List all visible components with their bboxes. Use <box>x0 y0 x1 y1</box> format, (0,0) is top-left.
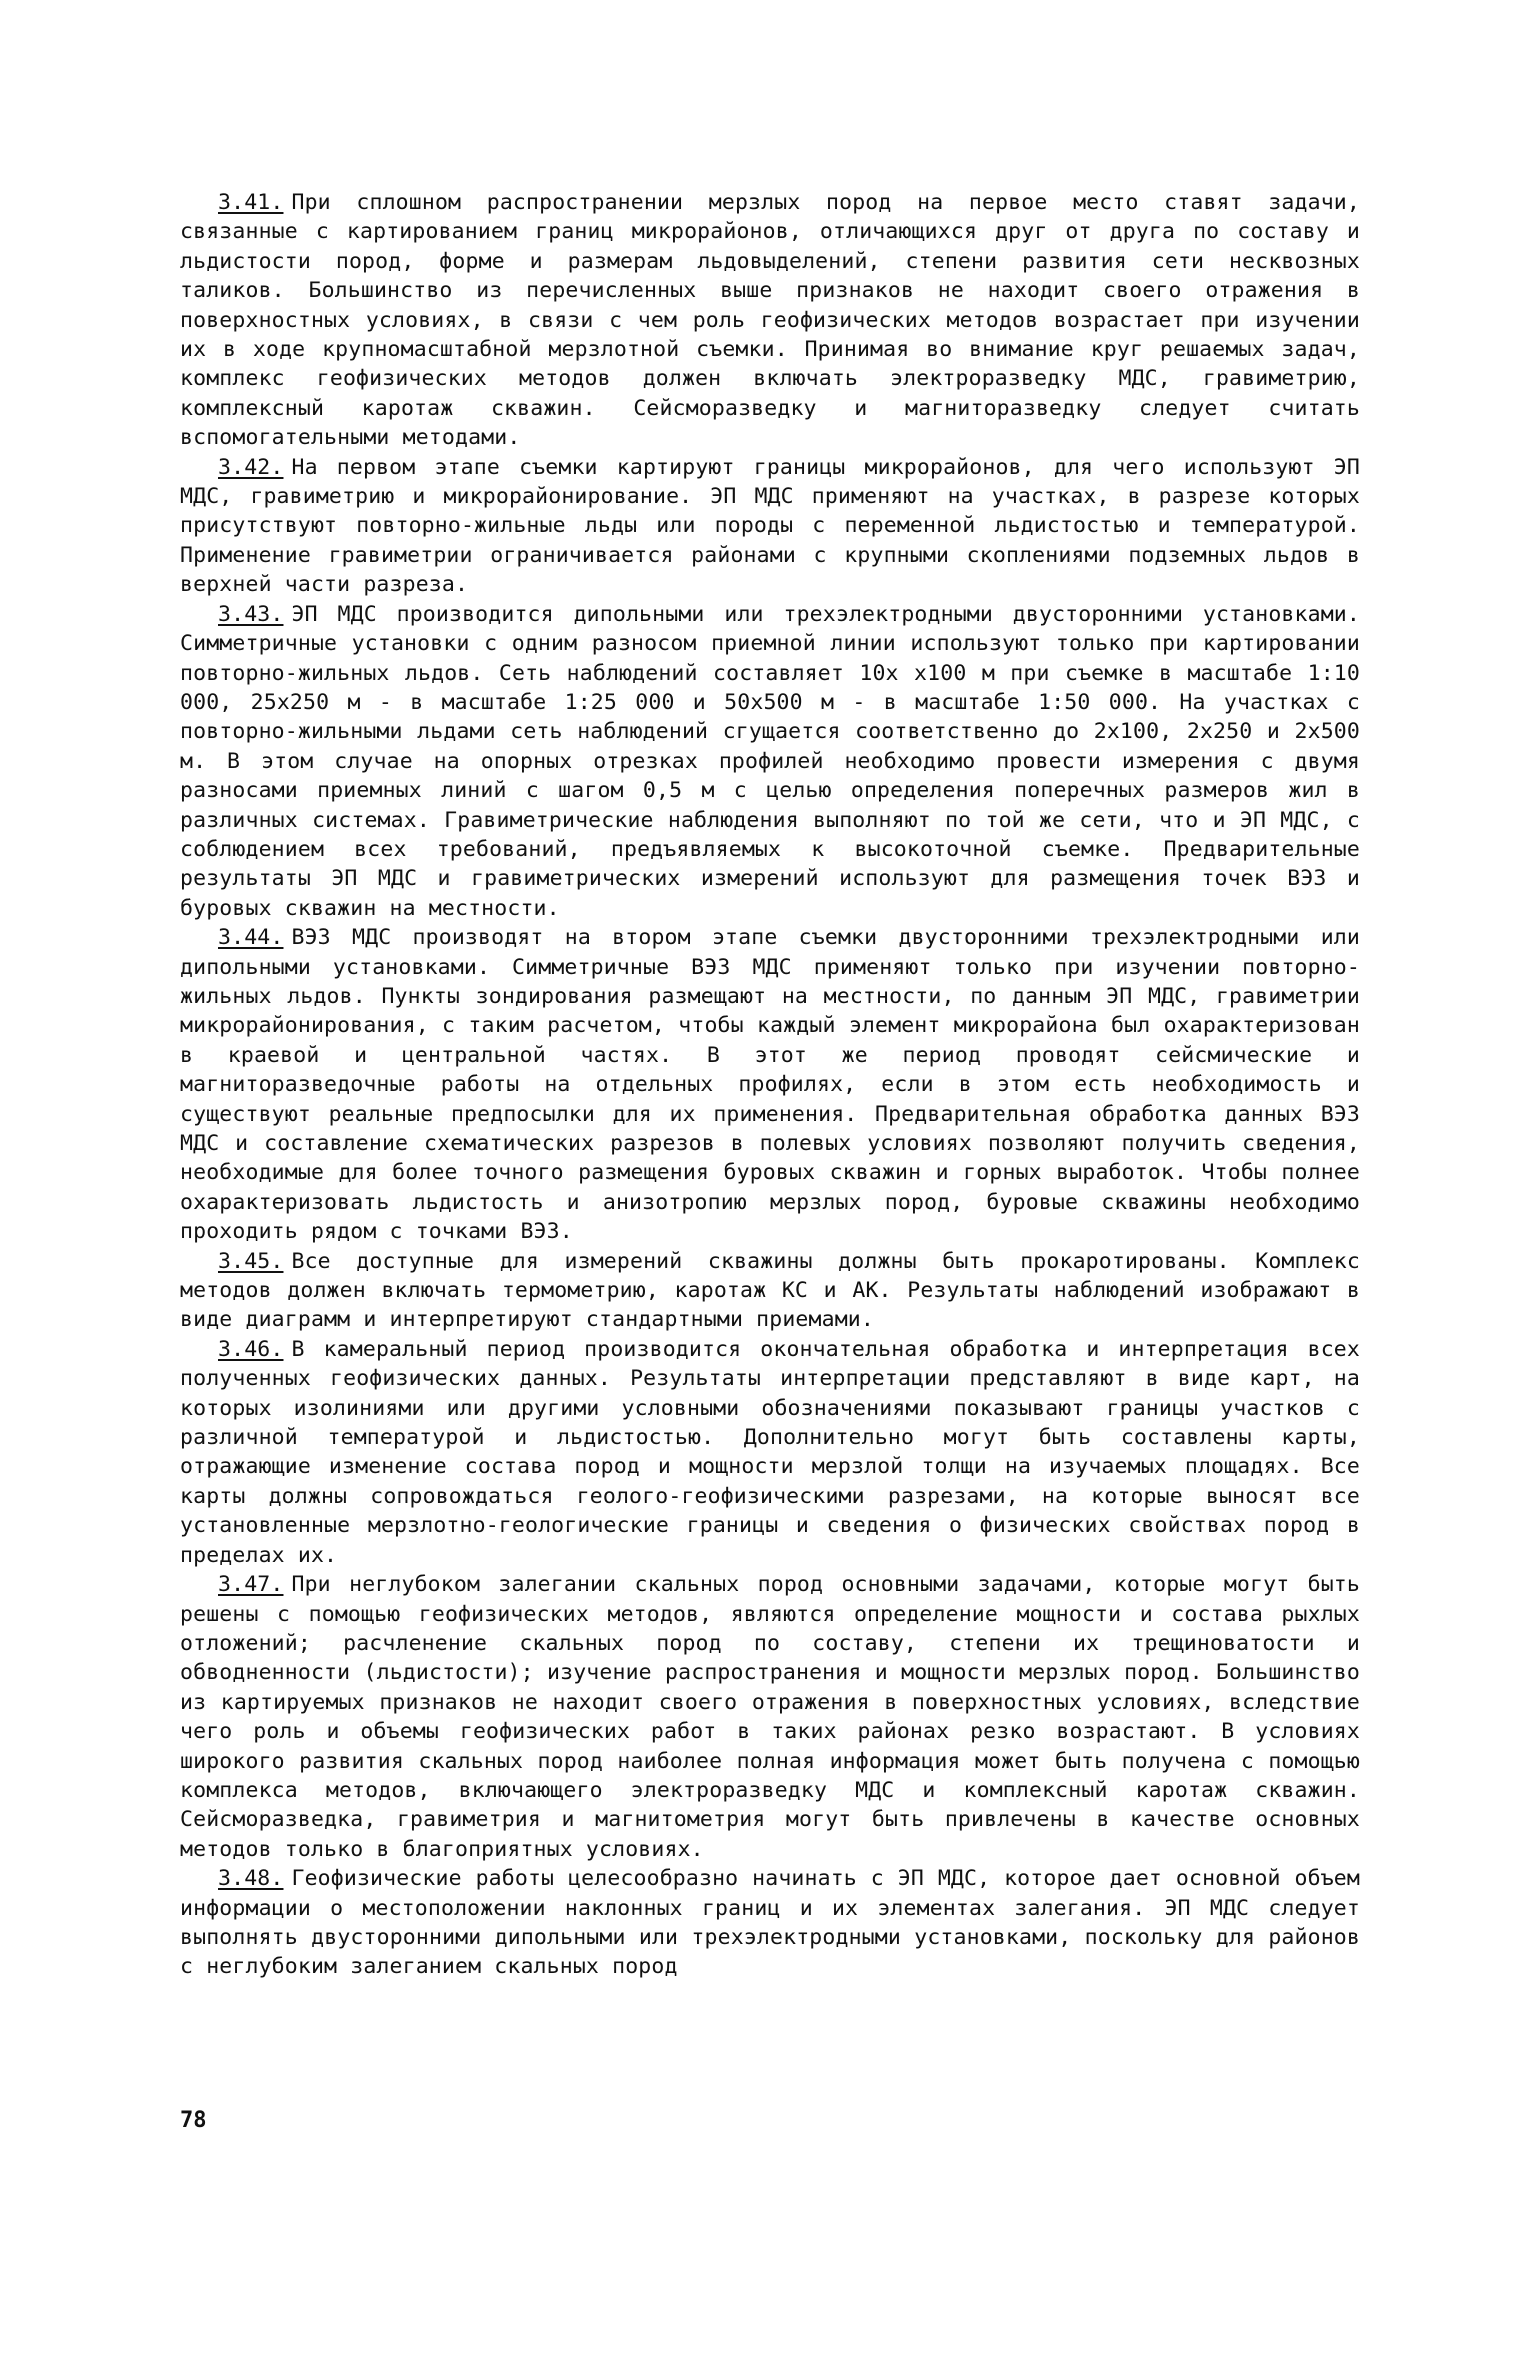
section-number: 3.46. <box>218 1336 284 1362</box>
paragraph-text: ЭП МДС производится дипольными или трехэлектродными двусторонними установками. Симметричные установки с одним разносом приемной линии используют только при картировании повторно-жильных льдов. Сеть наблюдений составляет 10х х100 м при съемке в масштабе 1:10 000, 25х250 м - в масштабе 1:25 000 и 50х500 м - в масштабе 1:50 000. На участках с повторно-жильными льдами сеть наблюдений сгущается соответственно до 2х100, 2х250 и 2х500 м. В этом случае на опорных отрезках профилей необходимо провести измерения с двумя разносами приемных линий с шагом 0,5 м с целью определения поперечных размеров жил в различных системах. Гравиметрические наблюдения выполняют по той же сети, что и ЭП МДС, с соблюдением всех требований, предъявляемых к высокоточной съемке. Предварительные результаты ЭП МДС и гравиметрических измерений используют для размещения точек ВЭЗ и буровых скважин на местности. <box>180 601 1360 921</box>
section-number: 3.44. <box>218 925 284 951</box>
paragraph-3-45 <box>180 1247 1360 1335</box>
section-number: 3.48. <box>218 1866 284 1892</box>
section-number: 3.42. <box>218 454 284 480</box>
section-number: 3.47. <box>218 1572 284 1598</box>
paragraph-text: На первом этапе съемки картируют границы микрорайонов, для чего используют ЭП МДС, гравиметрию и микрорайонирование. ЭП МДС применяют на участках, в разрезе которых присутствуют повторно-жильные льды или породы с переменной льдистостью и температурой. Применение гравиметрии ограничивается районами с крупными скоплениями подземных льдов в верхней части разреза. <box>180 454 1360 598</box>
paragraph-text: Геофизические работы целесообразно начинать с ЭП МДС, которое дает основной объем информации о местоположении наклонных границ и их элементах залегания. ЭП МДС следует выполнять двусторонними дипольными или трехэлектродными установками, поскольку для районов с неглубоким залеганием скальных пород <box>180 1866 1360 1980</box>
paragraph-text: При неглубоком залегании скальных пород основными задачами, которые могут быть решены с помощью геофизических методов, являются определение мощности и состава рыхлых отложений; расчленение скальных пород по составу, степени их трещиноватости и обводненности (льдистости); изучение распространения и мощности мерзлых пород. Большинство из картируемых признаков не находит своего отражения в поверхностных условиях, вследствие чего роль и объемы геофизических работ в таких районах резко возрастают. В условиях широкого развития скальных пород наиболее полная информация может быть получена с помощью комплекса методов, включающего электроразведку МДС и комплексный каротаж скважин. Сейсморазведка, гравиметрия и магнитометрия могут быть привлечены в качестве основных методов только в благоприятных условиях. <box>180 1572 1360 1862</box>
paragraph-3-43 <box>180 600 1360 923</box>
section-number: 3.45. <box>218 1248 284 1274</box>
paragraph-3-46 <box>180 1335 1360 1570</box>
paragraph-3-44 <box>180 923 1360 1246</box>
section-number: 3.43. <box>218 601 284 627</box>
section-number: 3.41. <box>218 190 284 215</box>
paragraph-text: В камеральный период производится окончательная обработка и интерпретация всех полученных геофизических данных. Результаты интерпретации представляют в виде карт, на которых изолиниями или другими условными обозначениями показывают границы участков с различной температурой и льдистостью. Дополнительно могут быть составлены карты, отражающие изменение состава пород и мощности мерзлой толщи на изучаемых площадях. Все карты должны сопровождаться геолого-геофизическими разрезами, на которые выносят все установленные мерзлотно-геологические границы и сведения о физических свойствах пород в пределах их. <box>180 1336 1360 1568</box>
paragraph-3-47 <box>180 1570 1360 1864</box>
paragraph-3-41 <box>180 188 1360 453</box>
paragraph-text: При сплошном распространении мерзлых пород на первое место ставят задачи, связанные с картированием границ микрорайонов, отличающихся друг от друга по составу и льдистости пород, форме и размерам льдовыделений, степени развития сети несквозных таликов. Большинство из перечисленных выше признаков не находит своего отражения в поверхностных условиях, в связи с чем роль геофизических методов возрастает при изучении их в ходе крупномасштабной мерзлотной съемки. Принимая во внимание круг решаемых задач, комплекс геофизических методов должен включать электроразведку МДС, гравиметрию, комплексный каротаж скважин. Сейсморазведку и магниторазведку следует считать вспомогательными методами. <box>180 190 1360 451</box>
paragraph-text: ВЭЗ МДС производят на втором этапе съемки двусторонними трехэлектродными или дипольными установками. Симметричные ВЭЗ МДС применяют только при изучении повторно-жильных льдов. Пункты зондирования размещают на местности, по данным ЭП МДС, гравиметрии микрорайонирования, с таким расчетом, чтобы каждый элемент микрорайона был охарактеризован в краевой и центральной частях. В этот же период проводят сейсмические и магниторазведочные работы на отдельных профилях, если в этом есть необходимость и существуют реальные предпосылки для их применения. Предварительная обработка данных ВЭЗ МДС и составление схематических разрезов в полевых условиях позволяют получить сведения, необходимые для более точного размещения буровых скважин и горных выработок. Чтобы полнее охарактеризовать льдистость и анизотропию мерзлых пород, буровые скважины необходимо проходить рядом с точками ВЭЗ. <box>180 925 1360 1245</box>
paragraph-3-48 <box>180 1864 1360 1982</box>
paragraph-3-42 <box>180 453 1360 600</box>
page-number: 78 <box>180 2108 207 2133</box>
document-page <box>180 188 1360 1982</box>
paragraph-text: Все доступные для измерений скважины должны быть прокаротированы. Комплекс методов должен включать термометрию, каротаж КС и АК. Результаты наблюдений изображают в виде диаграмм и интерпретируют стандартными приемами. <box>180 1248 1360 1333</box>
